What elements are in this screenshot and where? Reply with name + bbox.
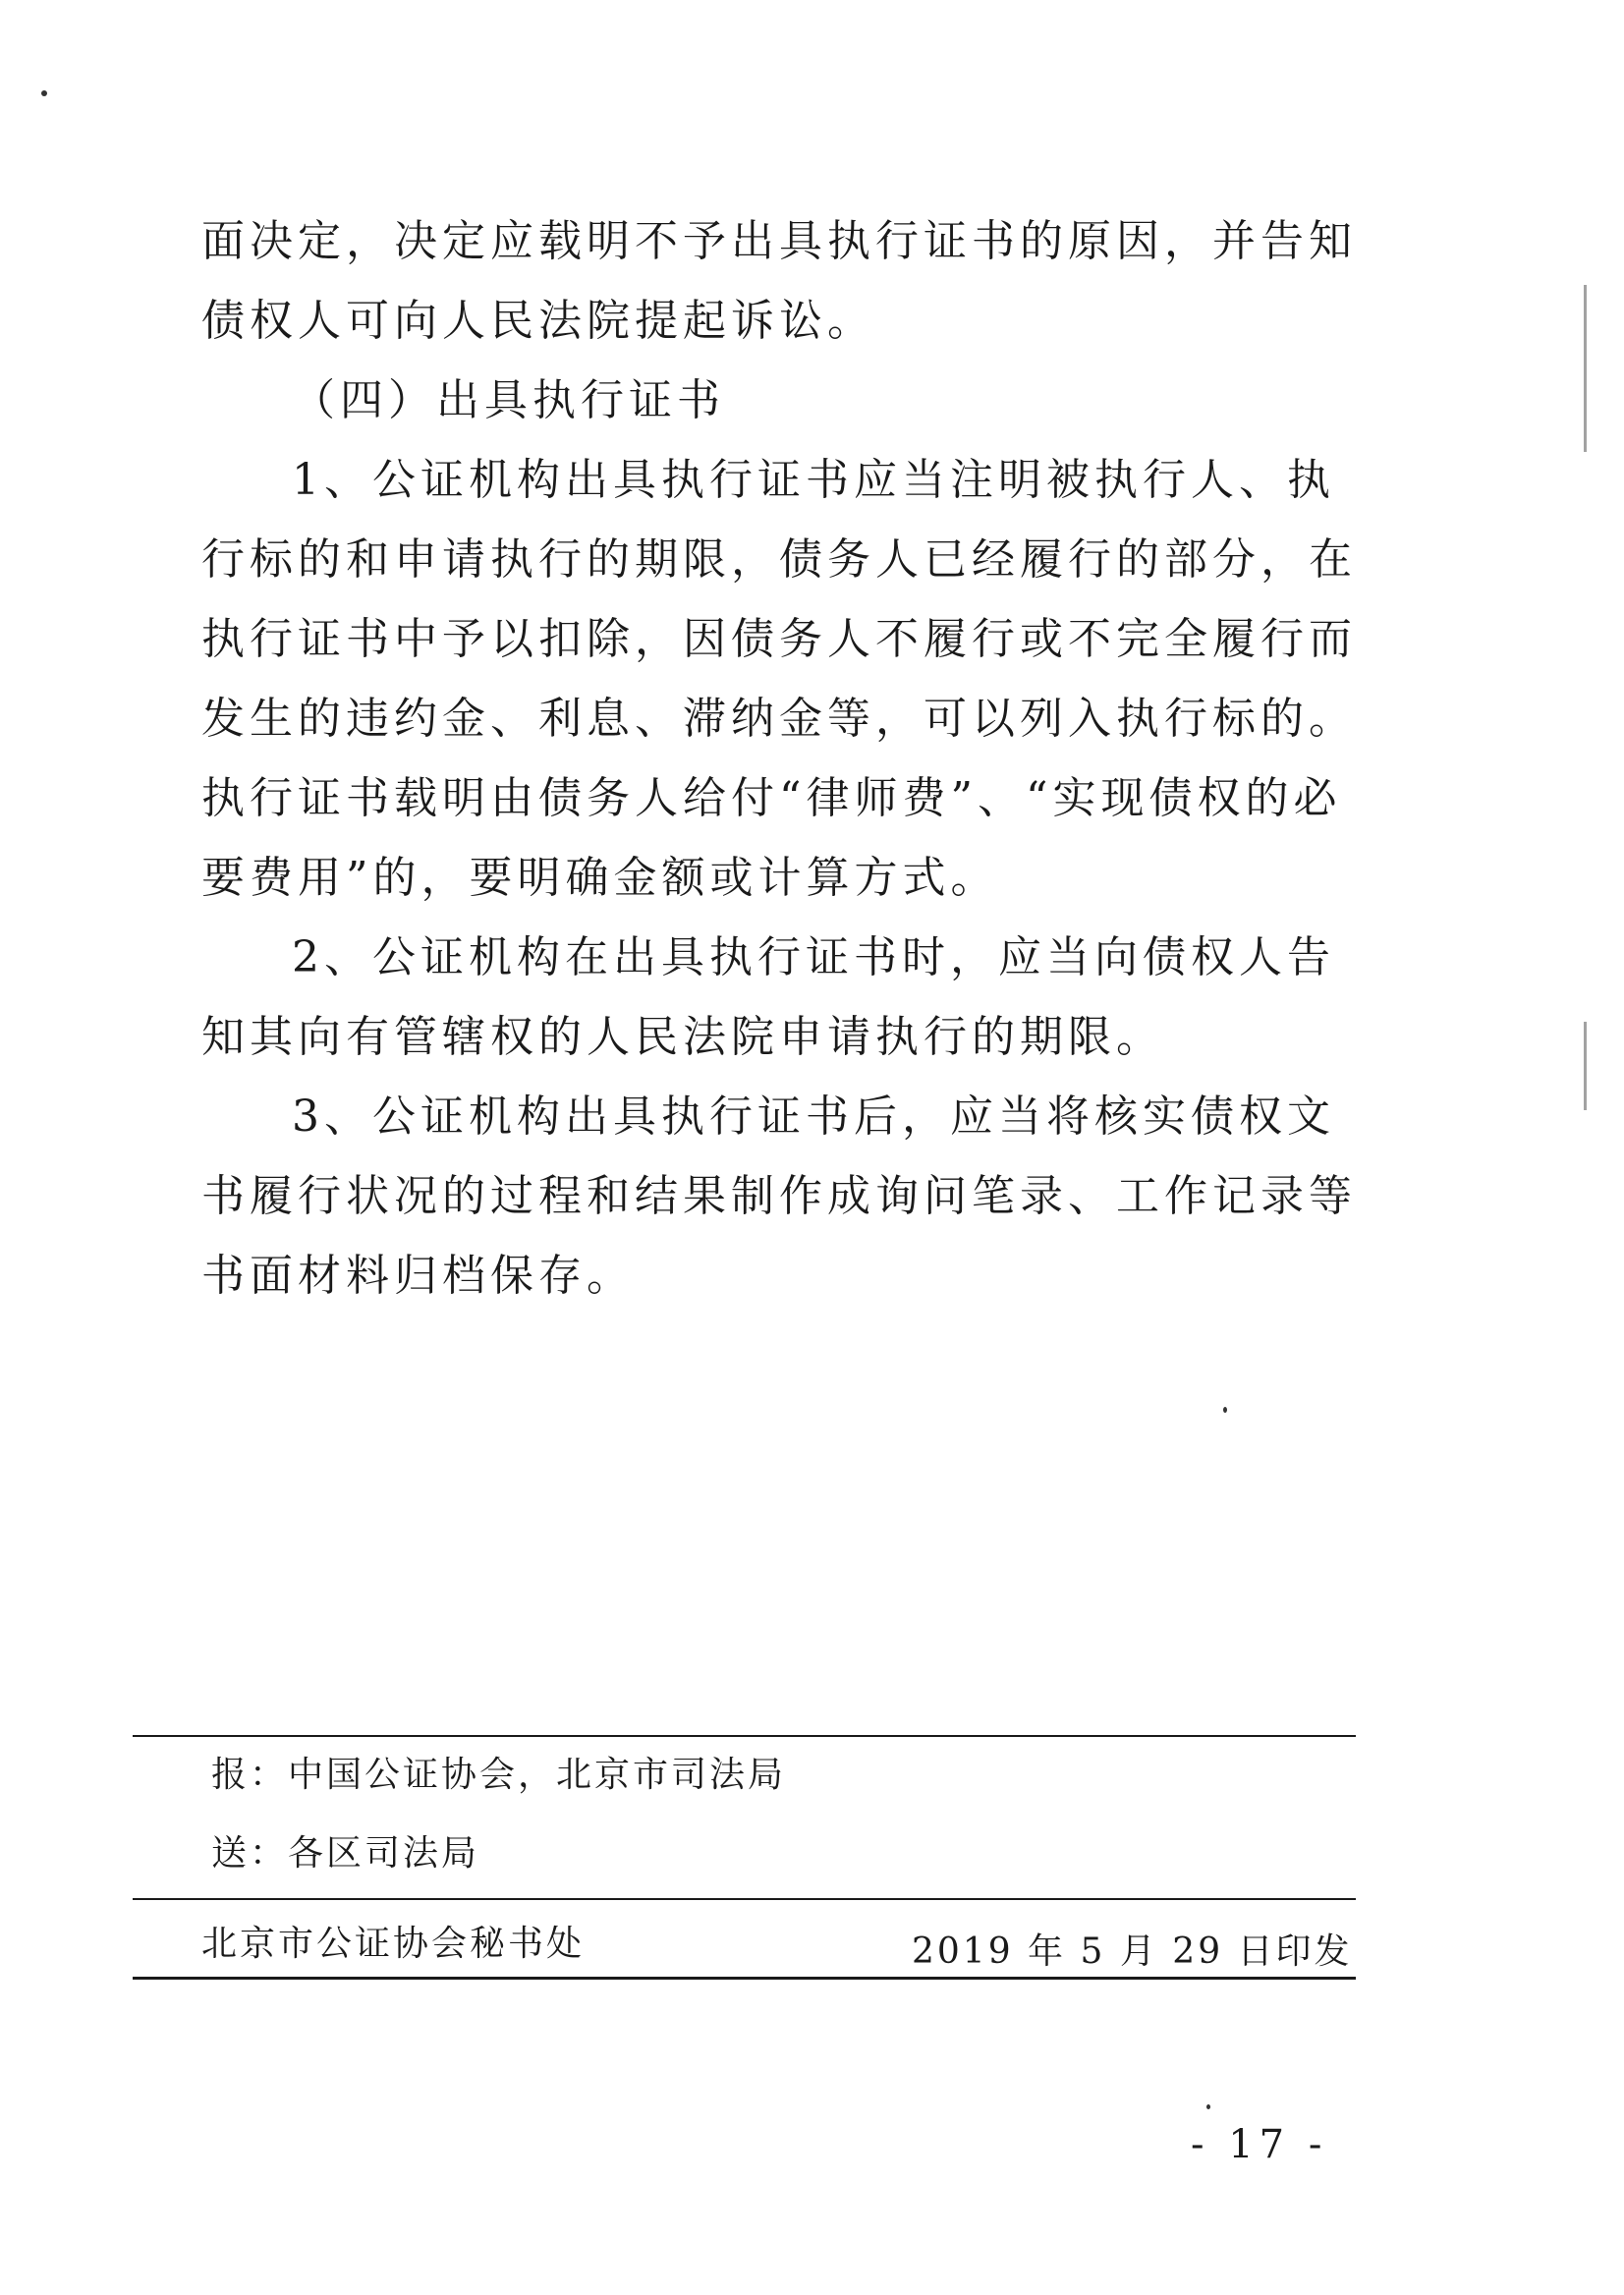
scan-edge-mark: [1584, 285, 1587, 452]
paragraph-item-3: 3、公证机构出具执行证书后，应当将核实债权文书履行状况的过程和结果制作成询问笔录、工作记录等书面材料归档保存。: [201, 1092, 1357, 1301]
issue-date: 2019 年 5 月 29 日印发: [912, 1931, 1353, 1972]
report-to-line: 报：中国公证协会，北京市司法局: [211, 1755, 787, 1795]
paragraph-continuation: 面决定，决定应载明不予出具执行证书的原因，并告知债权人可向人民法院提起诉讼。: [201, 216, 1357, 346]
scan-edge-mark: [1584, 1022, 1587, 1110]
footer-middle-rule: [133, 1898, 1356, 1900]
scan-speck: [41, 90, 47, 96]
footer-bottom-rule: [133, 1977, 1356, 1980]
issuer-name: 北京市公证协会秘书处: [201, 1924, 586, 1964]
paragraph-item-1: 1、公证机构出具执行证书应当注明被执行人、执行标的和申请执行的期限，债务人已经履行的部分，在执行证书中予以扣除，因债务人不履行或不完全履行而发生的违约金、利息、滞纳金等，可以列入执行标的。执行证书载明由债务人给付“律师费”、“实现债权的必要费用”的，要明确金额或计算方式。: [201, 455, 1357, 903]
scan-speck: [1206, 2104, 1210, 2109]
scan-speck: [1223, 1407, 1227, 1413]
paragraph-item-2: 2、公证机构在出具执行证书时，应当向债权人告知其向有管辖权的人民法院申请执行的期限。: [201, 932, 1335, 1062]
document-body: [201, 201, 1361, 1315]
footer-top-rule: [133, 1735, 1356, 1737]
page-number: - 17 -: [1191, 2122, 1328, 2167]
send-to-line: 送：各区司法局: [211, 1833, 480, 1874]
section-heading: （四）出具执行证书: [292, 375, 725, 425]
